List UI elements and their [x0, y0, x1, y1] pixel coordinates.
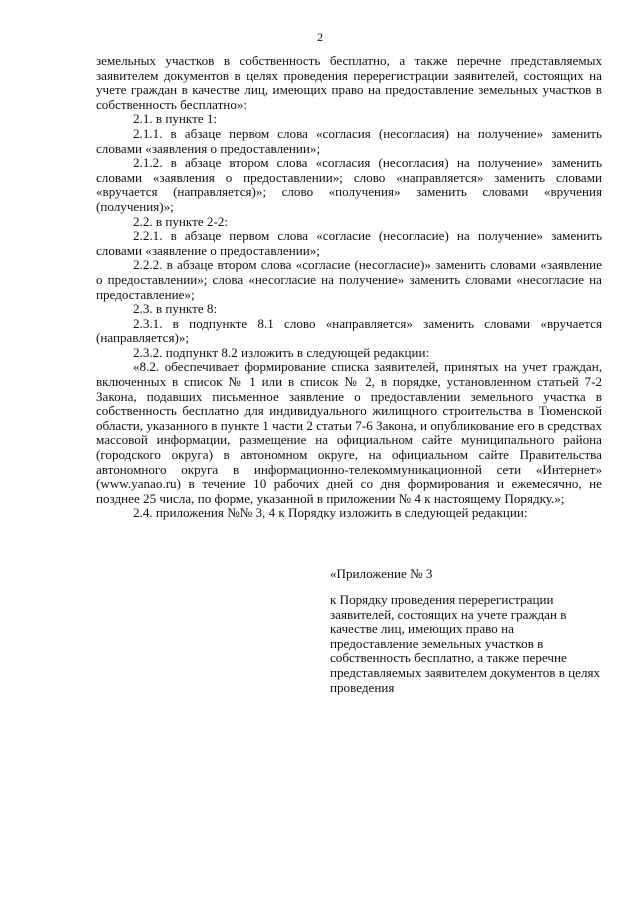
page-number: 2 [317, 30, 323, 44]
paragraph: земельных участков в собственность бесплатно, а также перечне представляемых заявителем документов в целях проведения перерегистрации заявителей, состоящих на учете граждан в качестве лиц, имеющих право на предоставление земельных участков в собственность бесплатно»: [96, 53, 602, 112]
document-body [96, 54, 602, 521]
paragraph: 2.3.2. подпункт 8.2 изложить в следующей редакции: [133, 344, 430, 360]
paragraph: 2.3. в пункте 8: [133, 301, 218, 317]
appendix-title: «Приложение № 3 [330, 566, 433, 581]
paragraph: «8.2. обеспечивает формирование списка заявителей, принятых на учет граждан, включенных в список № 1 или в список № 2, в порядке, установленном статьей 7-2 Закона, подавших письменное заявление о предоставлении земельного участка в собственность бесплатно для индивидуального жилищного строительства в Тюменской области, указанного в пункте 1 части 2 статьи 7-6 Закона, и опубликование его в средствах массовой информации, размещение на официальном сайте муниципального района (городского округа) в автономном округе, на официальном сайте Правительства автономного округа в информационно-телекоммуникационной сети «Интернет» (www.yanao.ru) в течение 10 рабочих дней со дня формирования и ежемесячно, не позднее 25 числа, по форме, указанной в приложении № 4 к настоящему Порядку.»; [96, 359, 602, 506]
paragraph: 2.2.2. в абзаце втором слова «согласие (несогласие)» заменить словами «заявление о предоставлении»; слова «несогласие на получение» заменить словами «несогласие на предоставление»; [96, 257, 602, 302]
paragraph: 2.1. в пункте 1: [133, 111, 218, 127]
paragraph: 2.2. в пункте 2-2: [133, 213, 229, 229]
paragraph: 2.2.1. в абзаце первом слова «согласие (несогласие) на получение» заменить словами «заявление о предоставлении»; [96, 228, 602, 258]
paragraph: 2.4. приложения №№ 3, 4 к Порядку изложить в следующей редакции: [133, 505, 528, 521]
paragraph: 2.1.1. в абзаце первом слова «согласия (несогласия) на получение» заменить словами «заявления о предоставлении»; [96, 125, 602, 156]
paragraph: 2.1.2. в абзаце втором слова «согласия (несогласия) на получение» заменить словами «заявления о предоставлении»; слово «направляется» заменить словами «вручается (направляется)»; слово «получения» заменить словами «вручения (получения)»; [96, 155, 602, 214]
paragraph: 2.3.1. в подпункте 8.1 слово «направляется» заменить словами «вручается (направляется)»; [96, 315, 602, 346]
appendix-note: к Порядку проведения перерегистрации заявителей, состоящих на учете граждан в качестве лиц, имеющих право на предоставление земельных участков в собственность бесплатно, а также перечне представляемых заявителем документов в целях проведения [330, 592, 601, 695]
